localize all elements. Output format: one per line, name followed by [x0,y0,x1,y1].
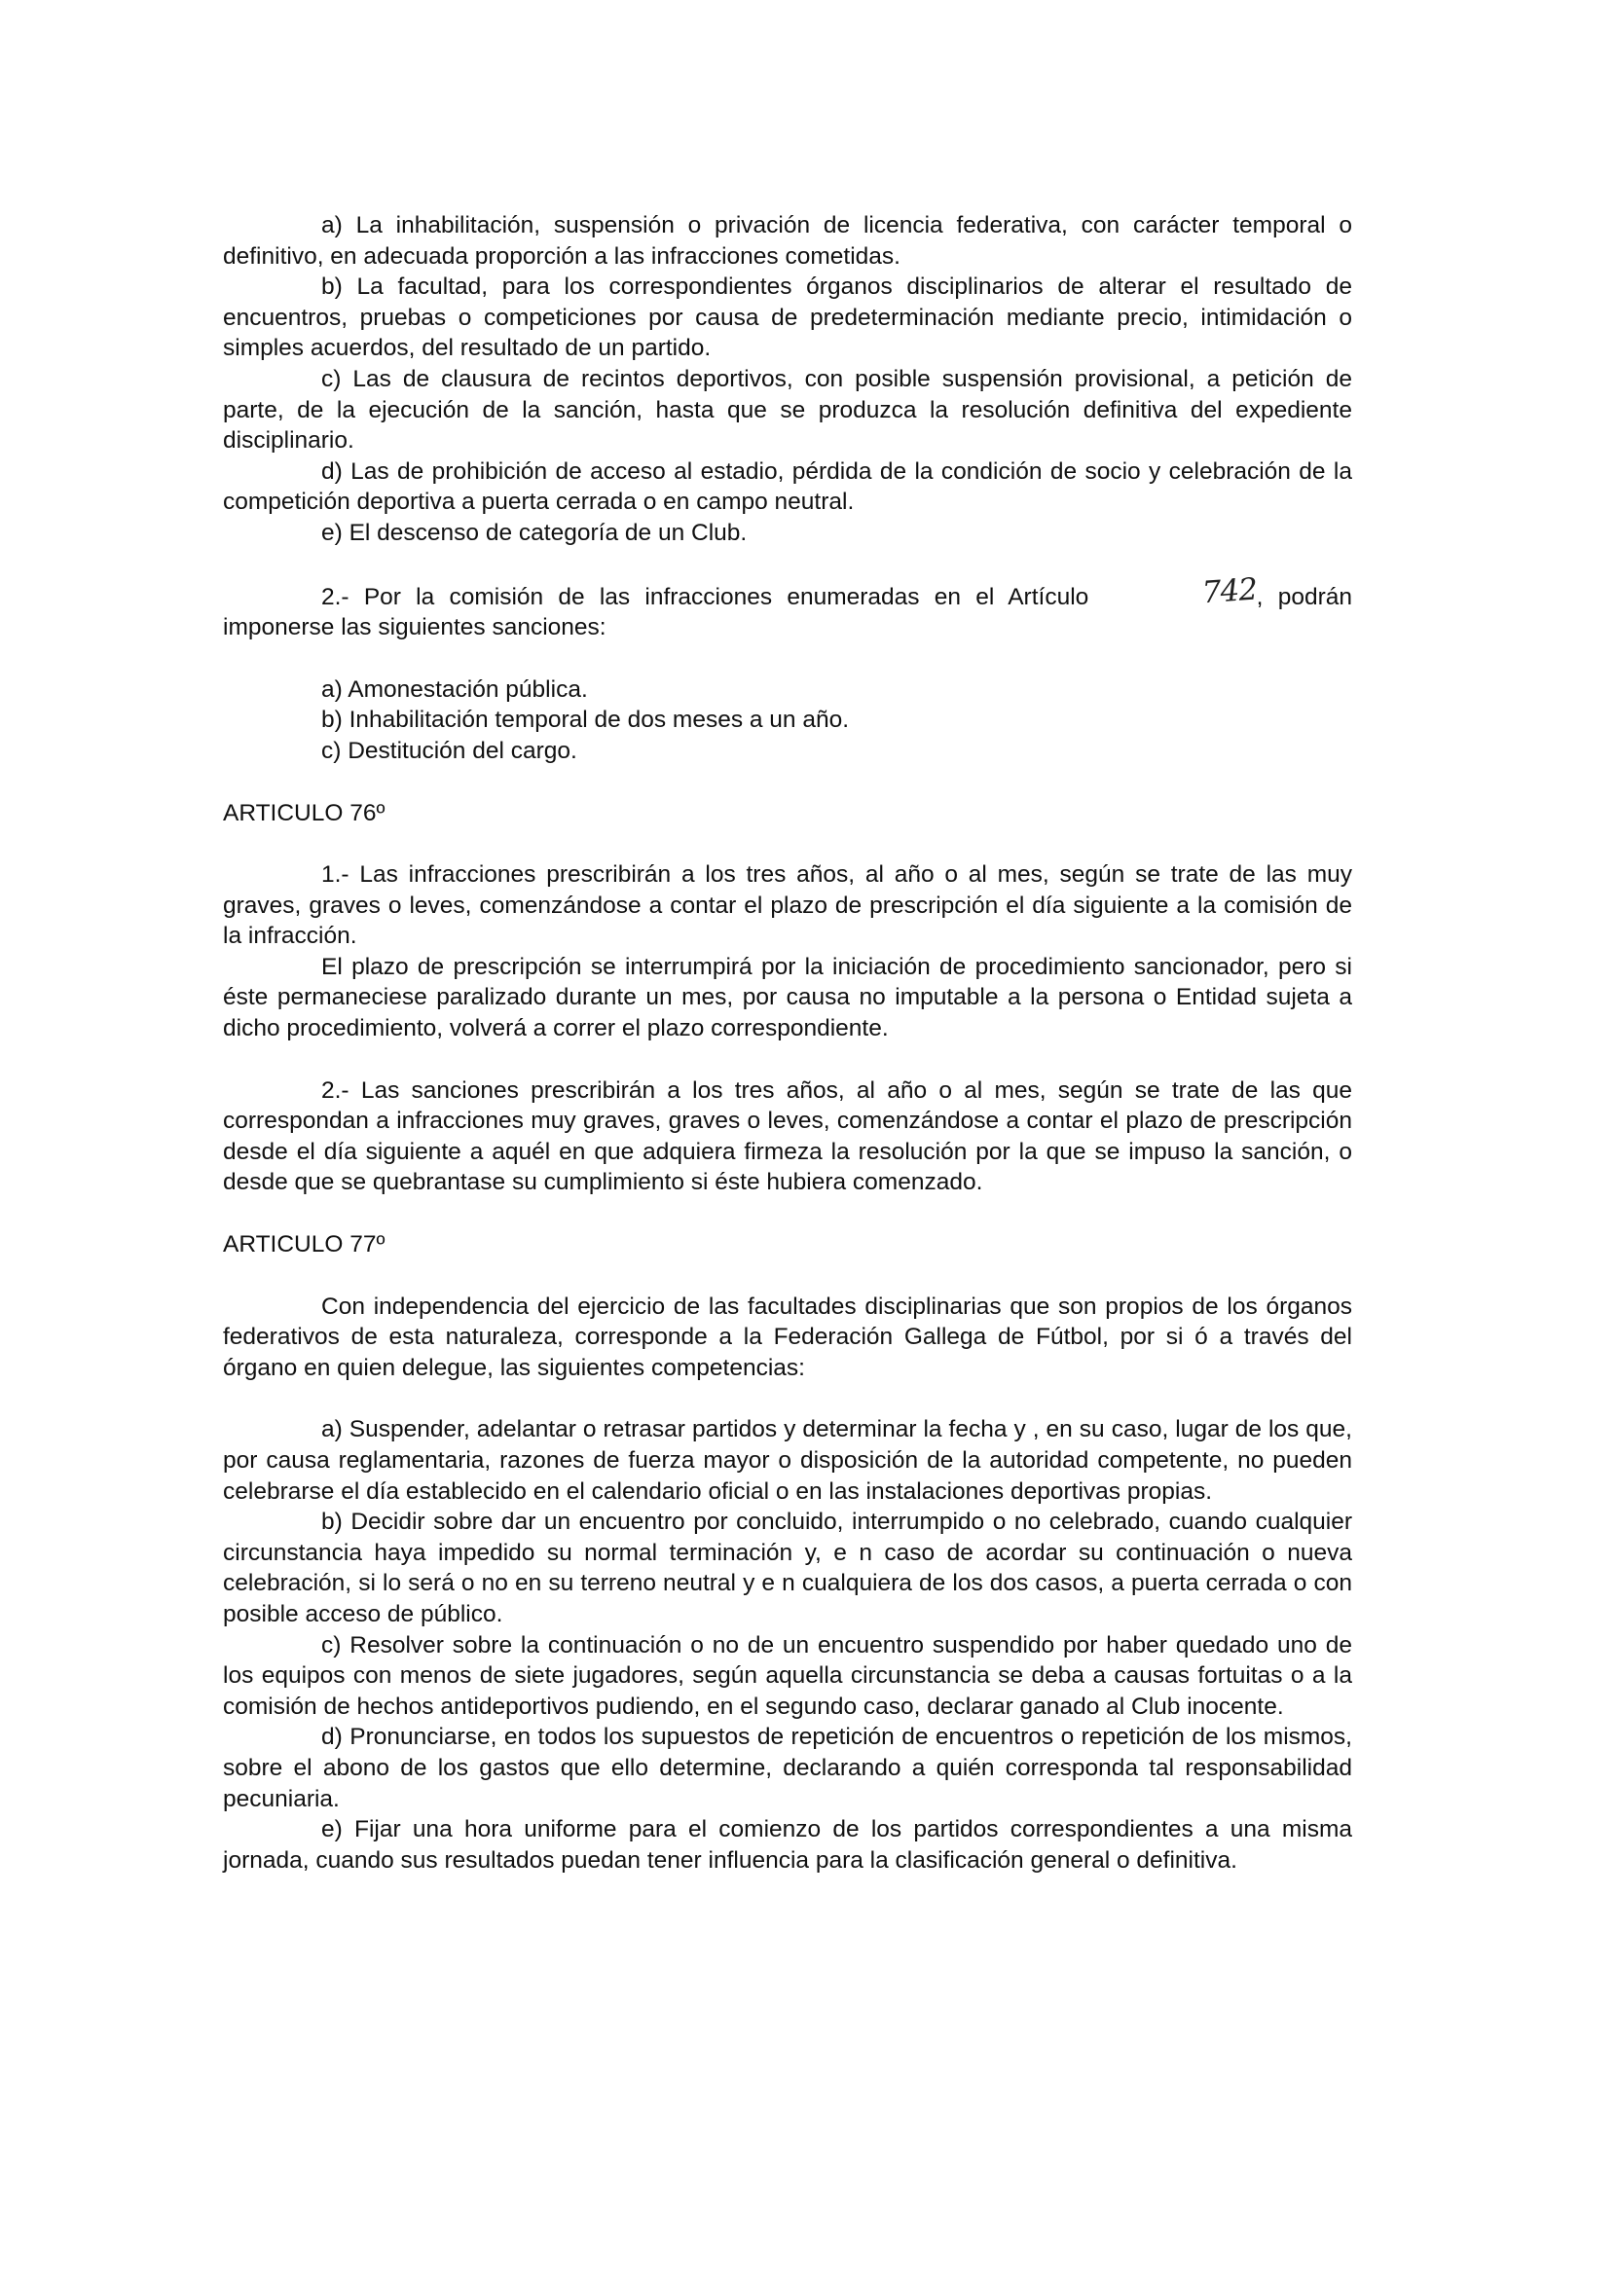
article-77-heading: ARTICULO 77º [223,1231,386,1258]
paragraph: Con independencia del ejercicio de las facultades disciplinarias que son propios de los órganos federativos de esta naturaleza, corresponde a la Federación Gallega de Fútbol, por si ó a través del órgano en quien delegue, las siguientes competencias: [223,1293,1352,1381]
article-76-heading: ARTICULO 76º [223,799,386,826]
paragraph: 1.- Las infracciones prescribirán a los tres años, al año o al mes, según se trate de las muy graves, graves o leves, comenzándose a contar el plazo de prescripción el día siguiente a la comisión de la infracción. [223,861,1352,950]
list-item: a) Suspender, adelantar o retrasar partidos y determinar la fecha y , en su caso, lugar de los que, por causa reglamentaria, razones de fuerza mayor o disposición de la autoridad competente, no pueden celebrarse el día establecido en el calendario oficial o en las instalaciones deportivas propias. [223,1416,1352,1505]
list-item: b) Inhabilitación temporal de dos meses a un año. [321,707,850,734]
paragraph: El plazo de prescripción se interrumpirá por la iniciación de procedimiento sancionador, pero si éste permaneciese paralizado durante un mes, por causa no imputable a la persona o Entidad sujeta a dicho procedimiento, volverá a correr el plazo correspondiente. [223,953,1352,1042]
list-item: d) Las de prohibición de acceso al estadio, pérdida de la condición de socio y celebración de la competición deportiva a puerta cerrada o en campo neutral. [223,457,1352,516]
document-body [223,210,1352,1876]
paragraph-text: , podrán imponerse las siguientes sanciones: [223,583,1352,641]
list-item: e) Fijar una hora uniforme para el comienzo de los partidos correspondientes a una misma jornada, cuando sus resultados puedan tener influencia para la clasificación general o definitiva. [223,1816,1352,1874]
list-item: b) La facultad, para los correspondientes órganos disciplinarios de alterar el resultado de encuentros, pruebas o competiciones por causa de predeterminación mediante precio, intimidación o simples acuerdos, del resultado de un partido. [223,273,1352,362]
sanctions-list-section1 [223,210,1352,549]
sanctions-list-section2 [223,674,1352,767]
list-item: c) Resolver sobre la continuación o no de un encuentro suspendido por haber quedado uno de los equipos con menos de siete jugadores, según aquella circunstancia se deba a causas fortuitas o a la comisión de hechos antideportivos pudiendo, en el segundo caso, declarar ganado al Club inocente. [223,1631,1352,1720]
list-item: a) Amonestación pública. [321,675,588,703]
handwritten-article-number: 742 [1200,571,1258,610]
paragraph-section2 [223,571,1352,643]
paragraph: 2.- Las sanciones prescribirán a los tres años, al año o al mes, según se trate de las que correspondan a infracciones muy graves, graves o leves, comenzándose a contar el plazo de prescripción desde el día siguiente a aquél en que adquiera firmeza la resolución por la que se impuso la sanción, o desde que se quebrantase su cumplimiento si éste hubiera comenzado. [223,1076,1352,1196]
competences-list [223,1414,1352,1876]
list-item: c) Destitución del cargo. [321,737,577,764]
list-item: e) El descenso de categoría de un Club. [321,519,748,546]
paragraph-text: 2.- Por la comisión de las infracciones enumeradas en el Artículo [321,583,1089,610]
list-item: d) Pronunciarse, en todos los supuestos de repetición de encuentros o repetición de los mismos, sobre el abono de los gastos que ello determine, declarando a quién corresponda tal responsabilidad pecuniaria. [223,1724,1352,1812]
list-item: a) La inhabilitación, suspensión o privación de licencia federativa, con carácter temporal o definitivo, en adecuada proporción a las infracciones cometidas. [223,212,1352,270]
list-item: b) Decidir sobre dar un encuentro por concluido, interrumpido o no celebrado, cuando cualquier circunstancia haya impedido su normal terminación y, e n caso de acordar su continuación o nueva celebración, si lo será o no en su terreno neutral y e n cualquiera de los dos casos, a puerta cerrada o con posible acceso de público. [223,1509,1352,1627]
list-item: c) Las de clausura de recintos deportivos, con posible suspensión provisional, a petición de parte, de la ejecución de la sanción, hasta que se produzca la resolución definitiva del expediente disciplinario. [223,365,1352,455]
